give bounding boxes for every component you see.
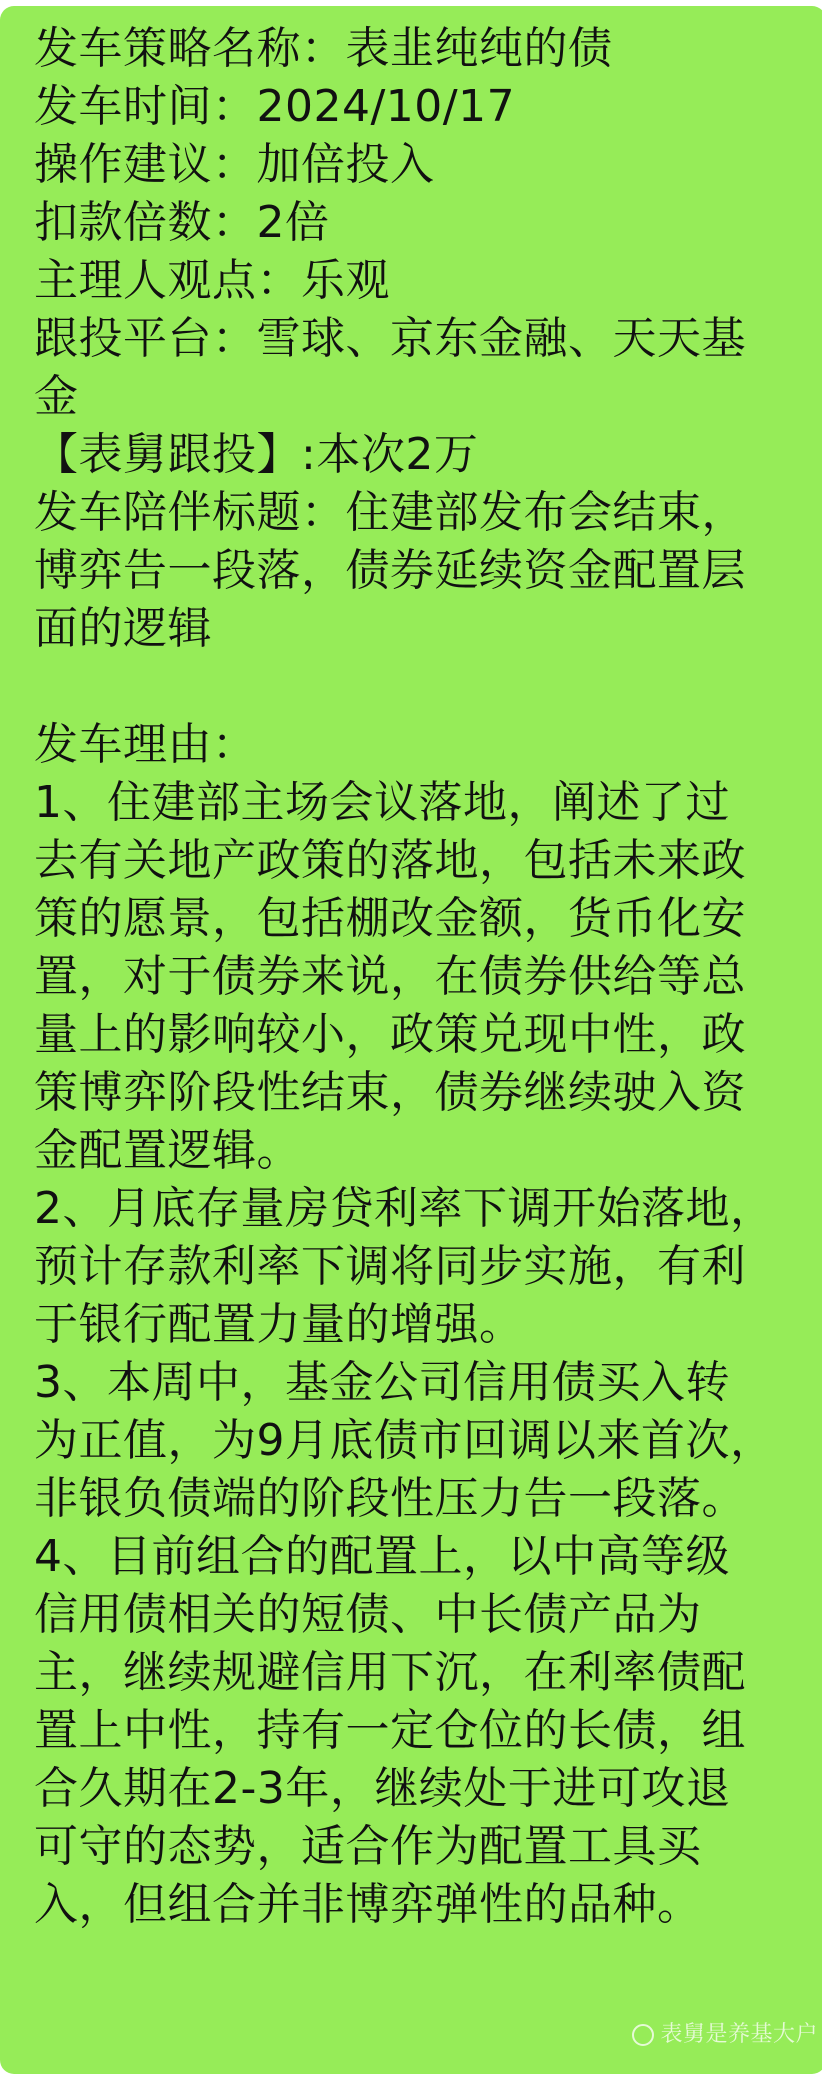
follow-investment-line: 【表舅跟投】:本次2万	[34, 429, 479, 480]
reason-line: 1、住建部主场会议落地，阐述了过	[34, 777, 730, 828]
reason-line: 预计存款利率下调将同步实施，有利	[34, 1241, 746, 1292]
message-header	[34, 20, 822, 658]
reason-line: 去有关地产政策的落地，包括未来政	[34, 835, 746, 886]
reason-line: 信用债相关的短债、中长债产品为	[34, 1589, 702, 1640]
reason-line: 入，但组合并非博弈弹性的品种。	[34, 1879, 702, 1930]
reason-line: 量上的影响较小，政策兑现中性，政	[34, 1009, 746, 1060]
deduction-multiple-line: 扣款倍数：2倍	[34, 197, 330, 248]
weibo-logo-icon	[632, 2024, 654, 2046]
reason-line: 金配置逻辑。	[34, 1125, 301, 1176]
companion-title-line-3: 面的逻辑	[34, 603, 212, 654]
manager-view-line: 主理人观点：乐观	[34, 255, 390, 306]
reason-line: 可守的态势，适合作为配置工具买	[34, 1821, 702, 1872]
strategy-name-line: 发车策略名称：表韭纯纯的债	[34, 23, 613, 74]
reason-line: 非银负债端的阶段性压力告一段落。	[34, 1473, 746, 1524]
reason-line: 策博弈阶段性结束，债券继续驶入资	[34, 1067, 746, 1118]
reason-section	[34, 716, 822, 1934]
operation-advice-line: 操作建议：加倍投入	[34, 139, 435, 190]
platform-line-cont: 金	[34, 371, 79, 422]
reason-line: 4、目前组合的配置上，以中高等级	[34, 1531, 730, 1582]
reason-line: 置，对于债券来说，在债券供给等总	[34, 951, 746, 1002]
reason-line: 主，继续规避信用下沉，在利率债配	[34, 1647, 746, 1698]
reason-line: 策的愿景，包括棚改金额，货币化安	[34, 893, 746, 944]
companion-title-line-2: 博弈告一段落，债券延续资金配置层	[34, 545, 746, 596]
bubble-tail	[812, 44, 822, 72]
watermark-text: 表舅是养基大户	[660, 2022, 818, 2047]
reason-line: 2、月底存量房贷利率下调开始落地，	[34, 1183, 775, 1234]
message-bubble[interactable]	[0, 6, 822, 2074]
platform-line: 跟投平台：雪球、京东金融、天天基	[34, 313, 746, 364]
reason-line: 3、本周中，基金公司信用债买入转	[34, 1357, 730, 1408]
reason-title: 发车理由：	[34, 719, 257, 770]
reason-line: 于银行配置力量的增强。	[34, 1299, 524, 1350]
reason-line: 合久期在2-3年，继续处于进可攻退	[34, 1763, 731, 1814]
reason-line: 置上中性，持有一定仓位的长债，组	[34, 1705, 746, 1756]
reason-line: 为正值，为9月底债市回调以来首次，	[34, 1415, 775, 1466]
companion-title-line-1: 发车陪伴标题：住建部发布会结束，	[34, 487, 746, 538]
blank-line	[34, 658, 822, 716]
watermark	[632, 2006, 818, 2064]
launch-time-line: 发车时间：2024/10/17	[34, 81, 516, 132]
